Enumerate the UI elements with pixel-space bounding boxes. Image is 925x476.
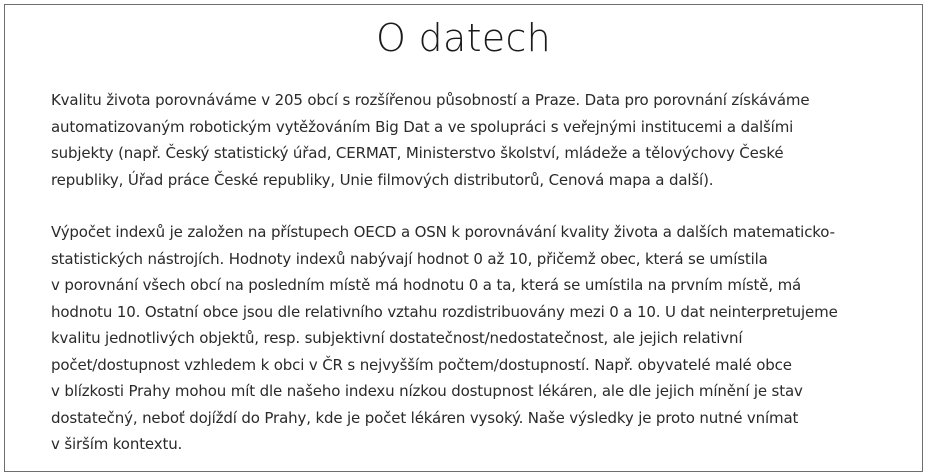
paragraph-line: subjekty (např. Český statistický úřad, CERMAT, Ministerstvo školství, mládeže a tělovýchovy České bbox=[51, 144, 784, 162]
paragraph-data-sources bbox=[51, 87, 891, 193]
page-title: O datech bbox=[375, 16, 552, 60]
paragraph-line: Kvalitu života porovnáváme v 205 obcí s rozšířenou působností a Praze. Data pro porovnání získáváme bbox=[51, 91, 810, 109]
paragraph-line: statistických nástrojích. Hodnoty indexů nabývají hodnot 0 až 10, přičemž obec, která se umístila bbox=[51, 249, 768, 268]
paragraph-line: v porovnání všech obcí na posledním místě má hodnotu 0 a ta, která se umístila na prvním místě, má bbox=[51, 276, 802, 294]
paragraph-line: v blízkosti Prahy mohou mít dle našeho indexu nízkou dostupnost lékáren, ale dle jejich mínění je stav bbox=[51, 382, 803, 400]
paragraph-line: automatizovaným robotickým vytěžováním Big Dat a ve spolupráci s veřejnými institucemi a dalšími bbox=[51, 117, 794, 136]
paragraph-line: Výpočet indexů je založen na přístupech OECD a OSN k porovnávání kvality života a dalších matematicko- bbox=[51, 223, 835, 241]
about-data-panel bbox=[4, 4, 923, 472]
paragraph-index-method bbox=[51, 219, 891, 458]
paragraph-line: počet/dostupnost vzhledem k obci v ČR s nejvyšším počtem/dostupností. Např. obyvatelé malé obce bbox=[51, 355, 792, 374]
paragraph-line: hodnotu 10. Ostatní obce jsou dle relativního vztahu rozdistribuovány mezi 0 a 10. U dat neinterpretujeme bbox=[51, 302, 838, 321]
paragraph-line: v širším kontextu. bbox=[51, 435, 183, 453]
paragraph-line: republiky, Úřad práce České republiky, Unie filmových distributorů, Cenová mapa a další). bbox=[51, 170, 714, 189]
paragraph-line: kvalitu jednotlivých objektů, resp. subjektivní dostatečnost/nedostatečnost, ale jejich relativní bbox=[51, 329, 743, 347]
paragraph-line: dostatečný, neboť dojíždí do Prahy, kde je počet lékáren vysoký. Naše výsledky je proto nutné vnímat bbox=[51, 408, 799, 427]
